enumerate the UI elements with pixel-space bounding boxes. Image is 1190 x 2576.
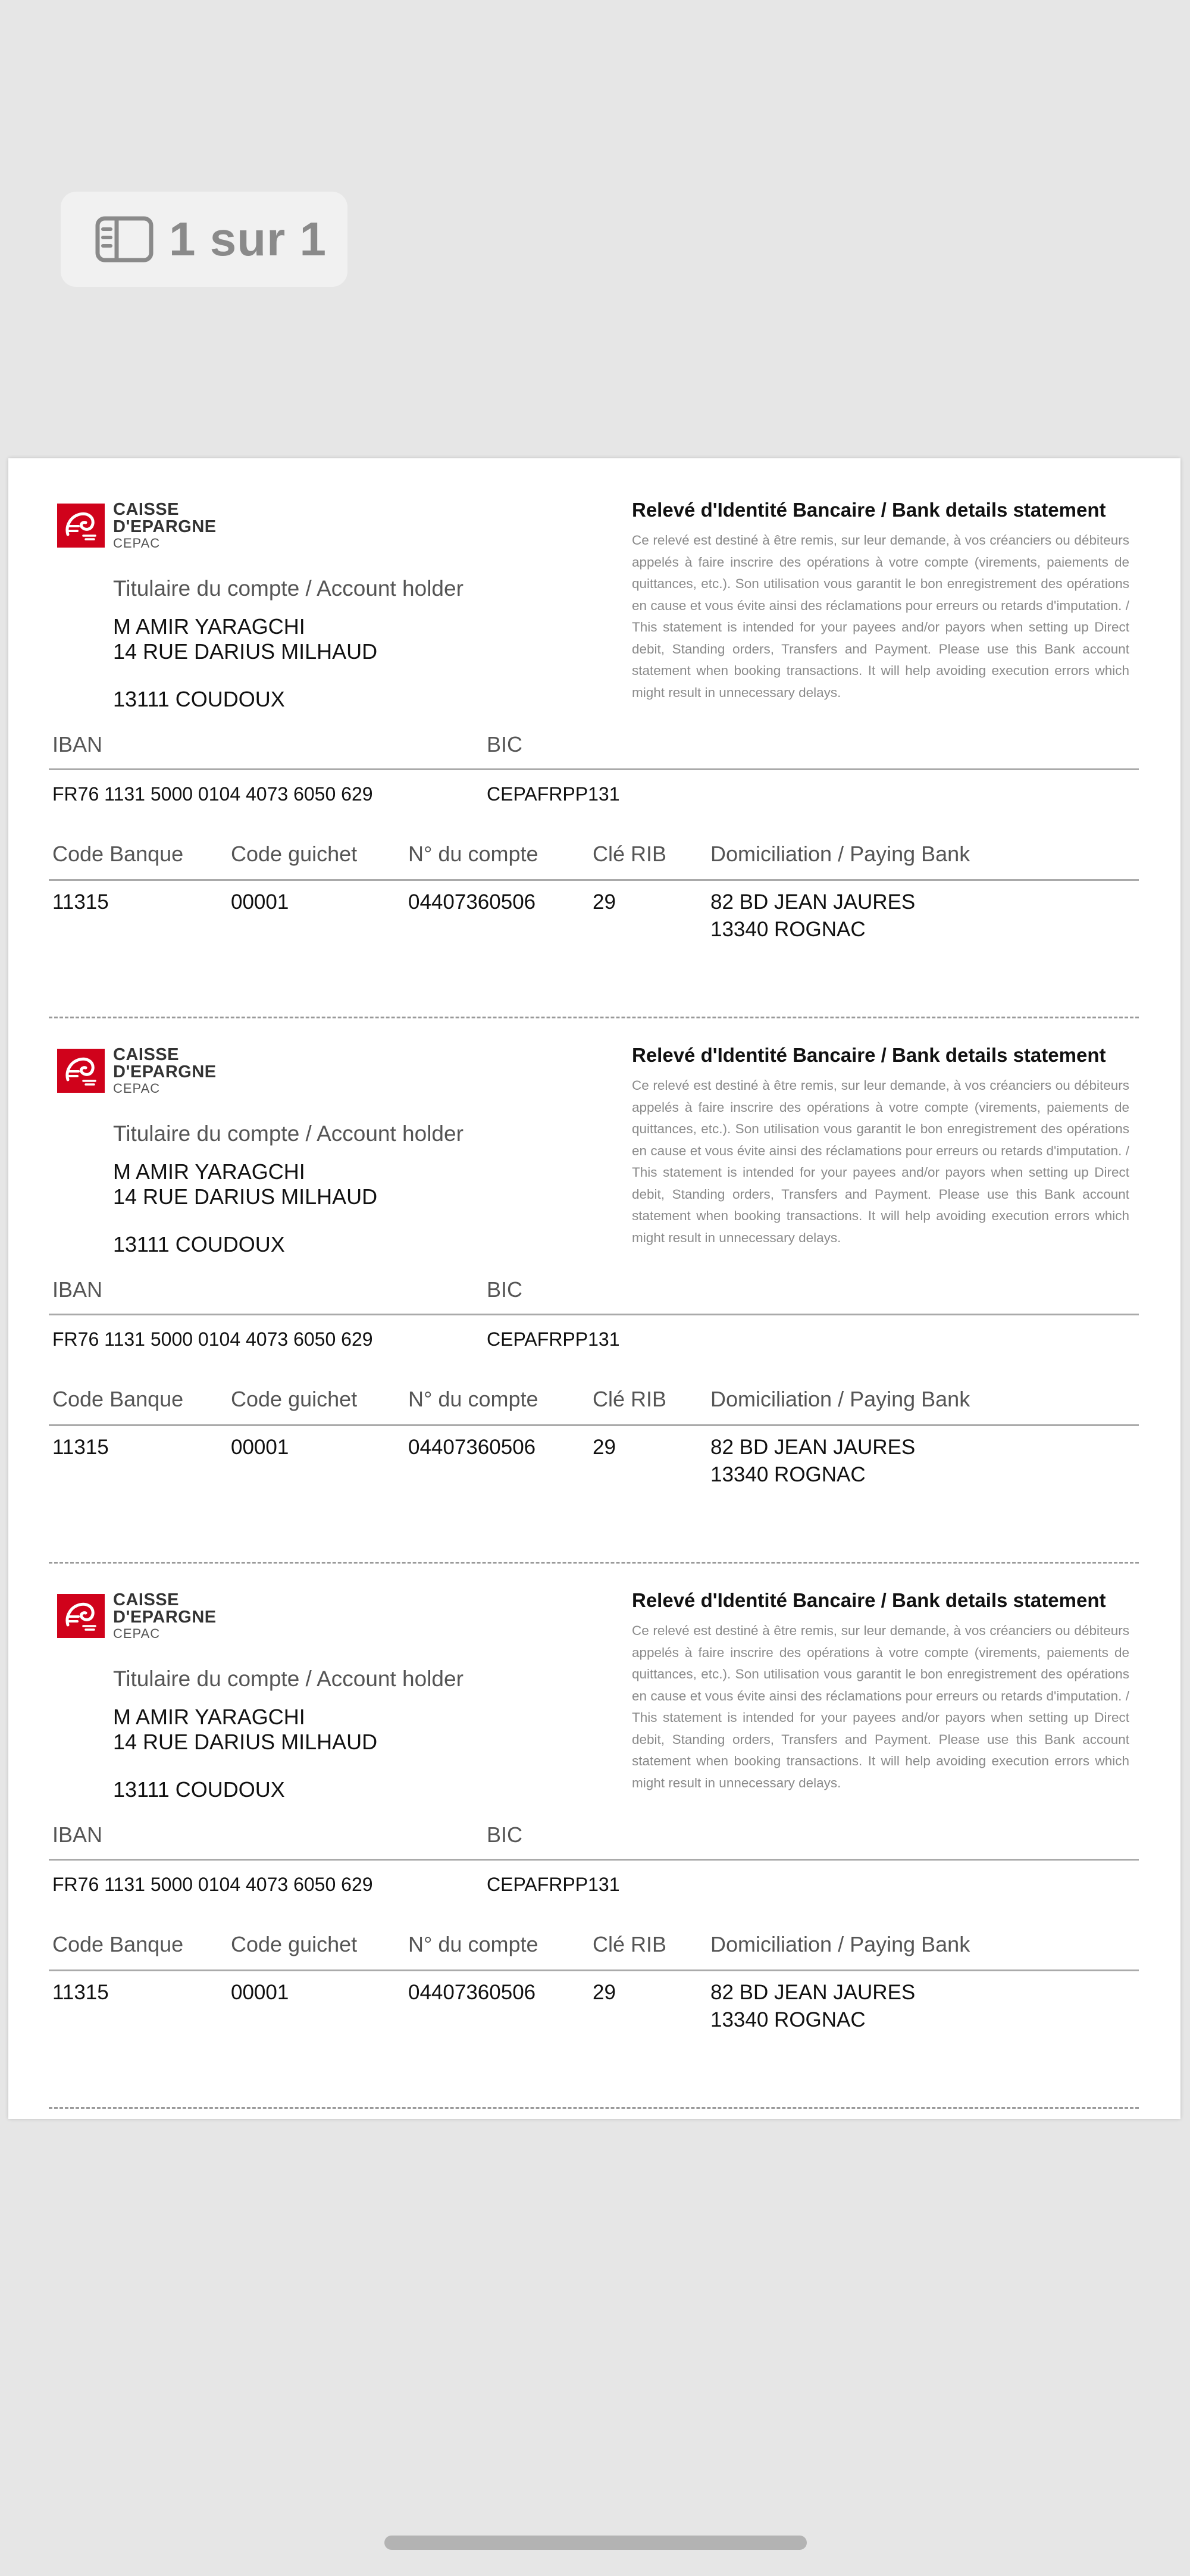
holder-name: M AMIR YARAGCHI [113,1159,305,1184]
brand-line-3: CEPAC [113,1081,161,1096]
account-holder [113,1667,464,1802]
document-page [8,458,1180,2119]
account-holder [113,576,464,712]
statement-text: Ce relevé est destiné à être remis, sur leur demande, à vos créanciers ou débiteurs appelés à faire inscrire des opérations à votre compte (virements, paiements de quittances, etc.). Son utilisation vous garantit le bon enregistrement des opérations en cause et vous évite ainsi des réclamations pour erreurs ou retards d'imputation. / This statement is intended for your payees and/or payors when setting up Direct debit, Standing orders, Transfers and Payment. Please use this Bank account statement when booking transactions. It will help avoiding execution errors which might result in unnecessary delays. [632,533,1129,700]
divider [49,879,1139,881]
code-guichet-label: Code guichet [231,842,358,866]
domiciliation-line-2: 13340 ROGNAC [710,918,866,941]
squirrel-logo-icon [57,1049,105,1093]
code-banque-value: 11315 [52,1981,109,2004]
brand-line-1: CAISSE [113,500,179,519]
statement-notice [632,499,1129,704]
cle-rib-value: 29 [593,890,616,914]
bic-label: BIC [487,1822,523,1847]
holder-city: 13111 COUDOUX [113,1777,285,1802]
squirrel-logo-icon [57,1594,105,1638]
code-guichet-value: 00001 [231,1436,289,1459]
page-indicator-label: 1 sur 1 [169,212,327,265]
holder-city: 13111 COUDOUX [113,1232,285,1256]
sidebar-icon [95,216,154,262]
bic-value: CEPAFRPP131 [487,1328,620,1350]
statement-text: Ce relevé est destiné à être remis, sur leur demande, à vos créanciers ou débiteurs appelés à faire inscrire des opérations à votre compte (virements, paiements de quittances, etc.). Son utilisation vous garantit le bon enregistrement des opérations en cause et vous évite ainsi des réclamations pour erreurs ou retards d'imputation. / This statement is intended for your payees and/or payors when setting up Direct debit, Standing orders, Transfers and Payment. Please use this Bank account statement when booking transactions. It will help avoiding execution errors which might result in unnecessary delays. [632,1623,1129,1790]
domiciliation-line-1: 82 BD JEAN JAURES [710,1981,916,2004]
statement-notice [632,1044,1129,1249]
iban-value: FR76 1131 5000 0104 4073 6050 629 [52,1874,373,1895]
code-banque-label: Code Banque [52,842,184,866]
divider [49,1424,1139,1426]
code-banque-value: 11315 [52,1436,109,1459]
code-banque-label: Code Banque [52,1932,184,1956]
holder-city: 13111 COUDOUX [113,687,285,711]
domiciliation-line-2: 13340 ROGNAC [710,2008,866,2031]
bank-logo [57,1046,217,1095]
numero-compte-label: N° du compte [408,1387,538,1411]
bank-logo [57,501,217,550]
cut-line [49,2107,1139,2109]
statement-notice [632,1589,1129,1794]
brand-line-1: CAISSE [113,1590,179,1609]
bank-logo [57,1592,217,1640]
code-guichet-value: 00001 [231,1981,289,2004]
holder-label: Titulaire du compte / Account holder [113,1121,464,1146]
numero-compte-value: 04407360506 [408,890,536,914]
brand-line-2: D'EPARGNE [113,1608,217,1627]
divider [49,1314,1139,1315]
iban-value: FR76 1131 5000 0104 4073 6050 629 [52,783,373,805]
brand-line-2: D'EPARGNE [113,517,217,536]
domiciliation-label: Domiciliation / Paying Bank [710,842,970,866]
divider [49,1969,1139,1971]
rib-block [8,1549,1180,2094]
holder-label: Titulaire du compte / Account holder [113,1667,464,1691]
iban-label: IBAN [52,1277,103,1302]
statement-title: Relevé d'Identité Bancaire / Bank details statement [632,1044,1106,1066]
holder-label: Titulaire du compte / Account holder [113,576,464,601]
cle-rib-label: Clé RIB [593,1932,667,1956]
iban-label: IBAN [52,1822,103,1847]
domiciliation-label: Domiciliation / Paying Bank [710,1387,970,1411]
domiciliation-line-1: 82 BD JEAN JAURES [710,890,916,914]
holder-address: 14 RUE DARIUS MILHAUD [113,1184,378,1209]
divider [49,1859,1139,1861]
statement-title: Relevé d'Identité Bancaire / Bank details statement [632,1589,1106,1611]
domiciliation-line-1: 82 BD JEAN JAURES [710,1436,916,1459]
code-guichet-label: Code guichet [231,1387,358,1411]
domiciliation-label: Domiciliation / Paying Bank [710,1932,970,1956]
account-holder [113,1121,464,1257]
brand-line-1: CAISSE [113,1045,179,1064]
cle-rib-value: 29 [593,1981,616,2004]
code-banque-value: 11315 [52,890,109,914]
brand-line-3: CEPAC [113,1626,161,1641]
statement-text: Ce relevé est destiné à être remis, sur leur demande, à vos créanciers ou débiteurs appelés à faire inscrire des opérations à votre compte (virements, paiements de quittances, etc.). Son utilisation vous garantit le bon enregistrement des opérations en cause et vous évite ainsi des réclamations pour erreurs ou retards d'imputation. / This statement is intended for your payees and/or payors when setting up Direct debit, Standing orders, Transfers and Payment. Please use this Bank account statement when booking transactions. It will help avoiding execution errors which might result in unnecessary delays. [632,1078,1129,1245]
brand-line-3: CEPAC [113,536,161,551]
holder-address: 14 RUE DARIUS MILHAUD [113,639,378,664]
numero-compte-label: N° du compte [408,1932,538,1956]
holder-name: M AMIR YARAGCHI [113,1705,305,1729]
squirrel-logo-icon [57,504,105,548]
rib-block [8,458,1180,1003]
iban-value: FR76 1131 5000 0104 4073 6050 629 [52,1328,373,1350]
numero-compte-value: 04407360506 [408,1981,536,2004]
rib-block [8,1003,1180,1549]
bic-value: CEPAFRPP131 [487,783,620,805]
bic-value: CEPAFRPP131 [487,1874,620,1895]
page-indicator[interactable] [61,192,347,287]
code-banque-label: Code Banque [52,1387,184,1411]
cle-rib-value: 29 [593,1436,616,1459]
home-indicator[interactable] [384,2536,807,2550]
divider [49,768,1139,770]
brand-line-2: D'EPARGNE [113,1062,217,1081]
holder-address: 14 RUE DARIUS MILHAUD [113,1730,378,1754]
code-guichet-value: 00001 [231,890,289,914]
bic-label: BIC [487,732,523,756]
numero-compte-label: N° du compte [408,842,538,866]
code-guichet-label: Code guichet [231,1932,358,1956]
holder-name: M AMIR YARAGCHI [113,614,305,639]
domiciliation-line-2: 13340 ROGNAC [710,1463,866,1486]
statement-title: Relevé d'Identité Bancaire / Bank details statement [632,499,1106,521]
cle-rib-label: Clé RIB [593,1387,667,1411]
cle-rib-label: Clé RIB [593,842,667,866]
numero-compte-value: 04407360506 [408,1436,536,1459]
iban-label: IBAN [52,732,103,756]
bic-label: BIC [487,1277,523,1302]
